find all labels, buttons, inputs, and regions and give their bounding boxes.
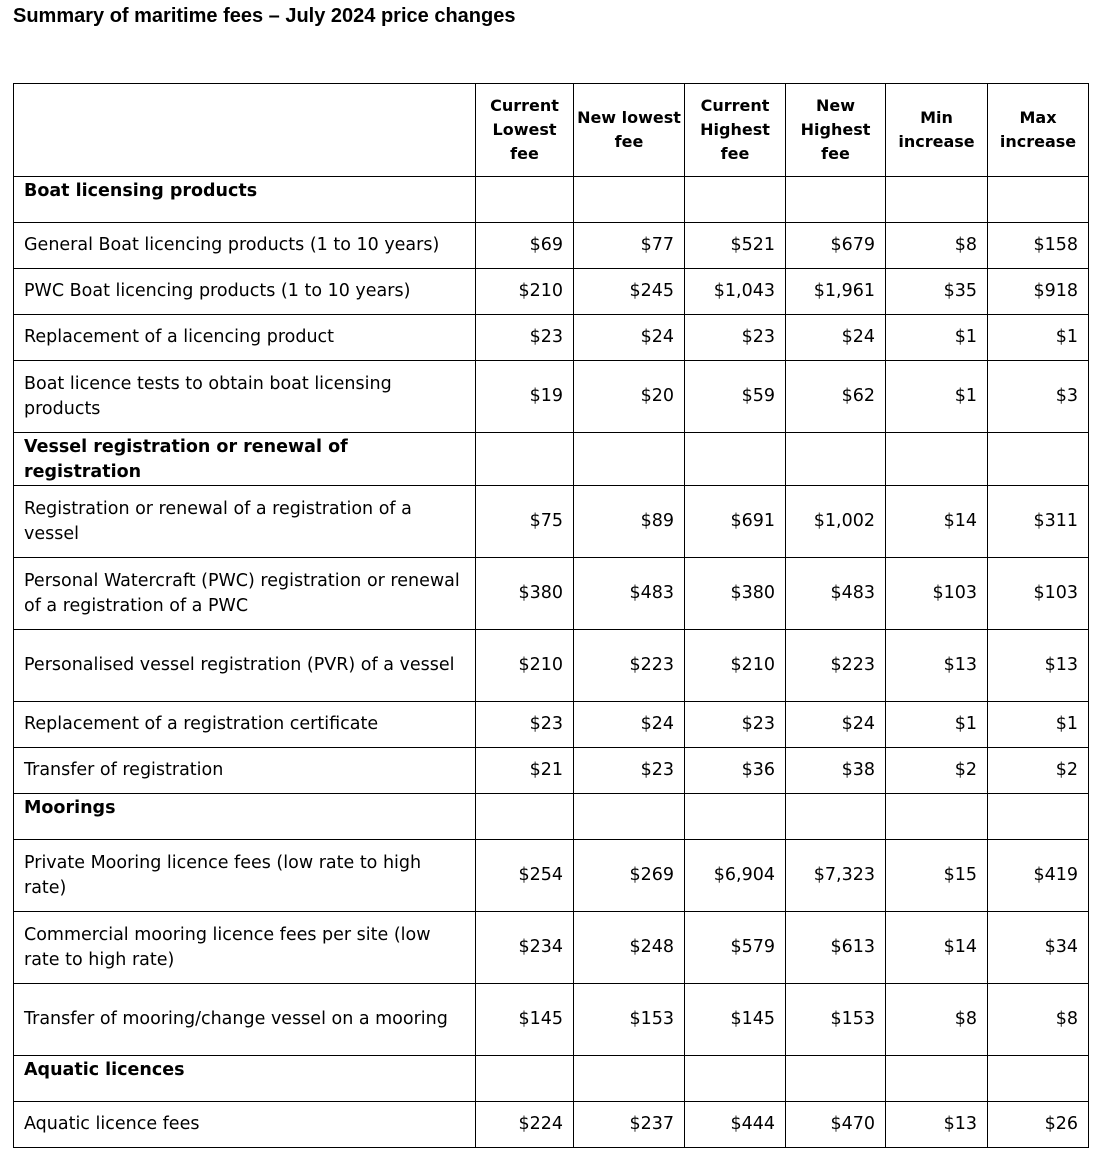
fee-value: $691: [685, 486, 786, 558]
fee-value: $223: [574, 630, 685, 702]
section-header-row: [14, 1056, 1089, 1102]
empty-cell: [685, 177, 786, 223]
fee-description: Private Mooring licence fees (low rate to high rate): [14, 840, 476, 912]
column-header-new-highest-fee: New Highest fee: [786, 84, 886, 177]
table-row: [14, 702, 1089, 748]
fee-description: Transfer of mooring/change vessel on a mooring: [14, 984, 476, 1056]
empty-cell: [988, 433, 1089, 486]
fee-value: $13: [886, 1102, 988, 1148]
fee-value: $14: [886, 486, 988, 558]
column-header-max-increase: Max increase: [988, 84, 1089, 177]
section-header-row: [14, 794, 1089, 840]
empty-cell: [988, 1056, 1089, 1102]
fee-description: PWC Boat licencing products (1 to 10 years): [14, 269, 476, 315]
fee-value: $521: [685, 223, 786, 269]
empty-cell: [886, 177, 988, 223]
empty-cell: [786, 433, 886, 486]
table-row: [14, 748, 1089, 794]
empty-cell: [574, 177, 685, 223]
fee-value: $311: [988, 486, 1089, 558]
column-header-current-lowest-fee: Current Lowest fee: [476, 84, 574, 177]
fee-value: $24: [786, 702, 886, 748]
fee-value: $254: [476, 840, 574, 912]
table-row: [14, 486, 1089, 558]
fee-value: $59: [685, 361, 786, 433]
fee-value: $6,904: [685, 840, 786, 912]
empty-cell: [886, 433, 988, 486]
fee-value: $158: [988, 223, 1089, 269]
fee-value: $35: [886, 269, 988, 315]
column-header-new-lowest-fee: New lowest fee: [574, 84, 685, 177]
empty-cell: [786, 1056, 886, 1102]
fee-value: $89: [574, 486, 685, 558]
fee-description: Aquatic licence fees: [14, 1102, 476, 1148]
fee-value: $38: [786, 748, 886, 794]
table-row: [14, 630, 1089, 702]
fee-value: $7,323: [786, 840, 886, 912]
fee-description: General Boat licencing products (1 to 10 years): [14, 223, 476, 269]
fee-value: $483: [574, 558, 685, 630]
section-title: Aquatic licences: [14, 1056, 476, 1102]
fee-value: $145: [685, 984, 786, 1056]
fee-value: $223: [786, 630, 886, 702]
fee-value: $380: [685, 558, 786, 630]
fee-value: $75: [476, 486, 574, 558]
fee-value: $145: [476, 984, 574, 1056]
column-header-min-increase: Min increase: [886, 84, 988, 177]
fee-description: Replacement of a licencing product: [14, 315, 476, 361]
fee-description: Commercial mooring licence fees per site (low rate to high rate): [14, 912, 476, 984]
fee-value: $613: [786, 912, 886, 984]
fee-value: $69: [476, 223, 574, 269]
fee-value: $77: [574, 223, 685, 269]
fee-value: $918: [988, 269, 1089, 315]
fee-value: $1,002: [786, 486, 886, 558]
document-title: Summary of maritime fees – July 2024 price changes: [13, 5, 516, 27]
section-title: Boat licensing products: [14, 177, 476, 223]
fee-value: $13: [886, 630, 988, 702]
empty-cell: [476, 1056, 574, 1102]
fee-value: $8: [988, 984, 1089, 1056]
fee-description: Boat licence tests to obtain boat licensing products: [14, 361, 476, 433]
fee-value: $210: [476, 630, 574, 702]
section-header-row: [14, 177, 1089, 223]
table-row: [14, 1102, 1089, 1148]
empty-cell: [574, 794, 685, 840]
fee-value: $380: [476, 558, 574, 630]
fee-description: Personalised vessel registration (PVR) of a vessel: [14, 630, 476, 702]
table-row: [14, 912, 1089, 984]
fee-value: $210: [685, 630, 786, 702]
section-title: Moorings: [14, 794, 476, 840]
empty-cell: [574, 433, 685, 486]
fee-value: $1,043: [685, 269, 786, 315]
fee-value: $419: [988, 840, 1089, 912]
fee-value: $237: [574, 1102, 685, 1148]
fee-value: $2: [988, 748, 1089, 794]
fee-value: $579: [685, 912, 786, 984]
fee-value: $21: [476, 748, 574, 794]
fee-value: $23: [574, 748, 685, 794]
fee-value: $224: [476, 1102, 574, 1148]
fee-value: $23: [476, 315, 574, 361]
empty-cell: [476, 177, 574, 223]
fee-value: $1: [886, 361, 988, 433]
empty-cell: [685, 1056, 786, 1102]
fee-value: $245: [574, 269, 685, 315]
empty-cell: [476, 794, 574, 840]
table-row: [14, 984, 1089, 1056]
empty-cell: [886, 1056, 988, 1102]
fee-value: $24: [574, 702, 685, 748]
fee-value: $8: [886, 223, 988, 269]
fee-value: $679: [786, 223, 886, 269]
fee-value: $153: [574, 984, 685, 1056]
empty-cell: [786, 794, 886, 840]
fee-value: $26: [988, 1102, 1089, 1148]
fee-value: $1: [886, 315, 988, 361]
fee-value: $34: [988, 912, 1089, 984]
fee-value: $1: [886, 702, 988, 748]
empty-cell: [886, 794, 988, 840]
table-row: [14, 223, 1089, 269]
fee-value: $62: [786, 361, 886, 433]
table-row: [14, 361, 1089, 433]
empty-cell: [574, 1056, 685, 1102]
table-row: [14, 840, 1089, 912]
fee-value: $248: [574, 912, 685, 984]
table-row: [14, 269, 1089, 315]
fee-description: Registration or renewal of a registration of a vessel: [14, 486, 476, 558]
column-header-current-highest-fee: Current Highest fee: [685, 84, 786, 177]
fee-value: $8: [886, 984, 988, 1056]
empty-cell: [685, 433, 786, 486]
fee-value: $23: [685, 702, 786, 748]
fee-value: $36: [685, 748, 786, 794]
fee-value: $2: [886, 748, 988, 794]
fee-value: $103: [988, 558, 1089, 630]
fee-value: $1: [988, 315, 1089, 361]
fee-value: $269: [574, 840, 685, 912]
fee-description: Replacement of a registration certificate: [14, 702, 476, 748]
fee-value: $23: [476, 702, 574, 748]
section-header-row: [14, 433, 1089, 486]
fee-description: Transfer of registration: [14, 748, 476, 794]
table-header-row: [14, 84, 1089, 177]
empty-cell: [988, 794, 1089, 840]
empty-cell: [476, 433, 574, 486]
column-header-description: [14, 84, 476, 177]
fee-value: $20: [574, 361, 685, 433]
fee-value: $470: [786, 1102, 886, 1148]
fee-value: $13: [988, 630, 1089, 702]
empty-cell: [786, 177, 886, 223]
table-row: [14, 315, 1089, 361]
fee-value: $14: [886, 912, 988, 984]
fee-value: $24: [574, 315, 685, 361]
fee-value: $19: [476, 361, 574, 433]
fee-value: $210: [476, 269, 574, 315]
fee-description: Personal Watercraft (PWC) registration or renewal of a registration of a PWC: [14, 558, 476, 630]
fee-value: $444: [685, 1102, 786, 1148]
fee-value: $23: [685, 315, 786, 361]
fee-value: $153: [786, 984, 886, 1056]
empty-cell: [685, 794, 786, 840]
fee-value: $483: [786, 558, 886, 630]
empty-cell: [988, 177, 1089, 223]
fee-value: $1: [988, 702, 1089, 748]
fee-value: $103: [886, 558, 988, 630]
section-title: Vessel registration or renewal of registration: [14, 433, 476, 486]
table-row: [14, 558, 1089, 630]
fee-value: $3: [988, 361, 1089, 433]
fee-value: $234: [476, 912, 574, 984]
fees-table: [13, 83, 1089, 1148]
fee-value: $24: [786, 315, 886, 361]
fee-value: $1,961: [786, 269, 886, 315]
fee-value: $15: [886, 840, 988, 912]
